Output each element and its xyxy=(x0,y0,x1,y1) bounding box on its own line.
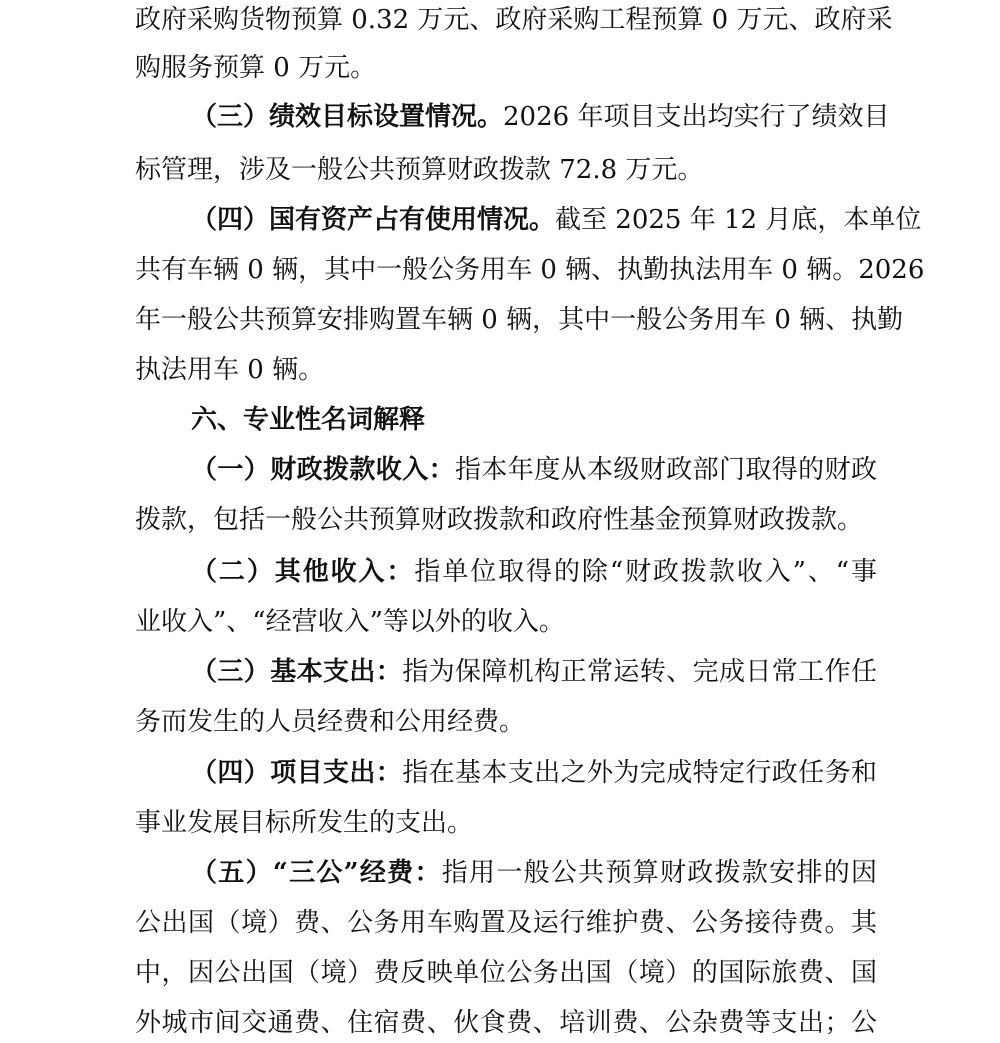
paragraph-text: 指用一般公共预算财政拨款安排的因 xyxy=(441,858,877,888)
paragraph-lead: （四）项目支出： xyxy=(191,758,403,788)
body-line: 政府采购货物预算 0.32 万元、政府采购工程预算 0 万元、政府采 xyxy=(135,5,893,35)
paragraph-text: 截至 2025 年 12 月底，本单位 xyxy=(555,205,922,235)
paragraph-first-line xyxy=(135,753,877,793)
body-line: 年一般公共预算安排购置车辆 0 辆，其中一般公务用车 0 辆、执勤 xyxy=(135,305,904,335)
paragraph-first-line xyxy=(135,652,877,692)
paragraph-text: 指单位取得的除“财政拨款收入”、“事 xyxy=(414,557,877,587)
body-line: 公出国（境）费、公务用车购置及运行维护费、公务接待费。其 xyxy=(135,908,877,938)
body-line: 执法用车 0 辆。 xyxy=(135,355,325,385)
paragraph-first-line xyxy=(135,200,922,240)
body-line: 事业发展目标所发生的支出。 xyxy=(135,808,474,838)
paragraph-first-line xyxy=(135,97,890,137)
paragraph-lead: （四）国有资产占有使用情况。 xyxy=(191,205,556,235)
paragraph-first-line xyxy=(135,853,877,893)
body-line: 标管理，涉及一般公共预算财政拨款 72.8 万元。 xyxy=(135,155,704,185)
body-line: 业收入”、“经营收入”等以外的收入。 xyxy=(135,607,565,637)
paragraph-text: 指本年度从本级财政部门取得的财政 xyxy=(455,455,877,485)
paragraph-lead: （二）其他收入： xyxy=(191,557,415,587)
body-line: 务而发生的人员经费和公用经费。 xyxy=(135,707,526,737)
paragraph-lead: （三）基本支出： xyxy=(191,657,403,687)
paragraph-lead: （一）财政拨款收入： xyxy=(191,455,455,485)
body-line: 拨款，包括一般公共预算财政拨款和政府性基金预算财政拨款。 xyxy=(135,505,864,535)
body-line: 外城市间交通费、住宿费、伙食费、培训费、公杂费等支出；公 xyxy=(135,1008,877,1038)
paragraph-lead: （三）绩效目标设置情况。 xyxy=(191,102,504,132)
body-line: 共有车辆 0 辆，其中一般公务用车 0 辆、执勤执法用车 0 辆。2026 xyxy=(135,255,925,285)
paragraph-text: 指为保障机构正常运转、完成日常工作任 xyxy=(402,657,877,687)
paragraph-first-line xyxy=(135,450,877,490)
paragraph-lead: （五）“三公”经费： xyxy=(191,858,442,888)
paragraph-first-line xyxy=(135,552,877,592)
paragraph-text: 2026 年项目支出均实行了绩效目 xyxy=(503,102,890,132)
body-line: 购服务预算 0 万元。 xyxy=(135,53,377,83)
section-heading: 六、专业性名词解释 xyxy=(191,405,426,435)
body-line: 中，因公出国（境）费反映单位公务出国（境）的国际旅费、国 xyxy=(135,958,877,988)
paragraph-text: 指在基本支出之外为完成特定行政任务和 xyxy=(402,758,877,788)
